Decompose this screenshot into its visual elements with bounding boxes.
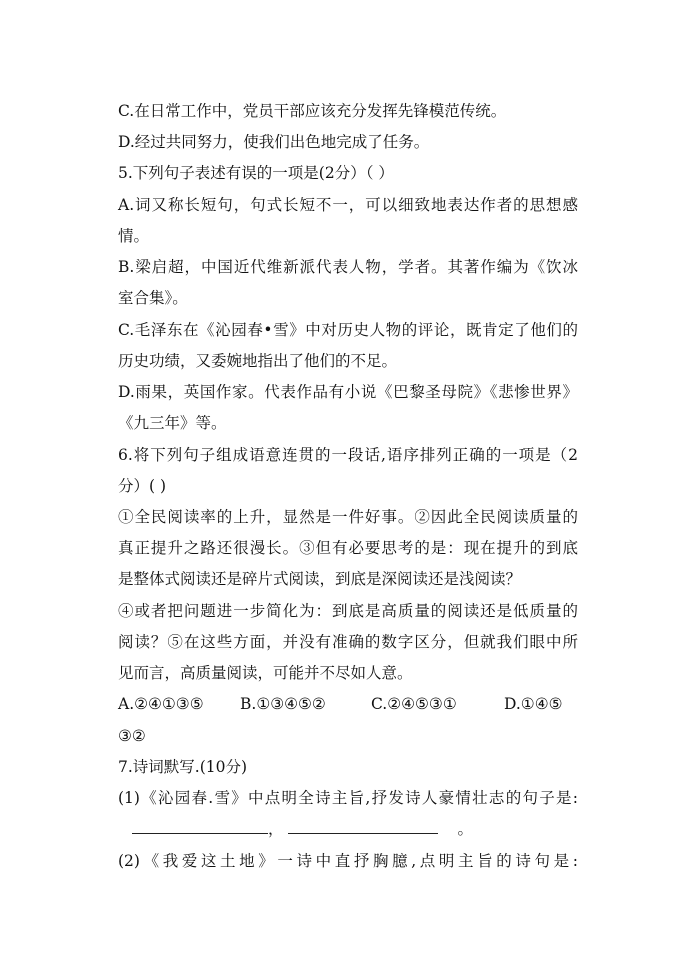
option-5d-line2: 《九三年》等。 [118, 414, 227, 432]
question-7-stem: 7.诗词默写.(10分) [118, 758, 248, 776]
passage-line: ④或者把问题进一步简化为：到底是高质量的阅读还是低质量的 [118, 602, 578, 620]
option-6b: B.①③④⑤② [240, 695, 326, 713]
question-7-2: (2)《我爱这土地》一诗中直抒胸臆,点明主旨的诗句是: [118, 852, 578, 870]
option-6d: D.①④⑤ [504, 695, 563, 713]
answer-blank[interactable] [288, 819, 438, 834]
option-5b-line2: 室合集》。 [118, 289, 188, 307]
option-5a-line2: 情。 [118, 227, 150, 245]
question-5-stem: 5.下列句子表述有误的一项是(2分）（ ） [118, 164, 394, 182]
passage-line: 真正提升之路还很漫长。③但有必要思考的是：现在提升的到底 [118, 539, 578, 557]
text-line: C.在日常工作中，党员干部应该充分发挥先锋模范传统。 [118, 102, 507, 120]
option-5c-line2: 历史功绩，又委婉地指出了他们的不足。 [118, 352, 398, 370]
option-5d-line1: D.雨果，英国作家。代表作品有小说《巴黎圣母院》《悲惨世界》 [118, 383, 578, 401]
passage-line: 是整体式阅读还是碎片式阅读，到底是深阅读还是浅阅读？ [118, 570, 522, 588]
question-6-stem: 6.将下列句子组成语意连贯的一段话,语序排列正确的一项是（2 [118, 446, 578, 464]
option-5b-line1: B.梁启超，中国近代维新派代表人物，学者。其著作编为《饮冰 [118, 258, 578, 276]
option-6d-cont: ③② [118, 727, 146, 745]
text-line: D.经过共同努力，使我们出色地完成了任务。 [118, 133, 430, 151]
answer-blank[interactable] [132, 819, 268, 834]
option-5a-line1: A.词又称长短句，句式长短不一，可以细致地表达作者的思想感 [118, 196, 578, 214]
passage-line: ①全民阅读率的上升，显然是一件好事。②因此全民阅读质量的 [118, 508, 578, 526]
answer-blank-line [132, 819, 492, 839]
option-5c-line1: C.毛泽东在《沁园春•雪》中对历史人物的评论，既肯定了他们的 [118, 321, 578, 339]
option-6a: A.②④①③⑤ [118, 695, 204, 713]
comma-mark: ， [268, 820, 284, 838]
question-6-stem-cont: 分）( ) [118, 477, 167, 495]
passage-line: 阅读？⑤在这些方面，并没有准确的数字区分，但就我们眼中所 [118, 633, 578, 651]
question-7-1: (1)《沁园春.雪》中点明全诗主旨,抒发诗人豪情壮志的句子是: [118, 789, 578, 807]
passage-line: 见而言，高质量阅读，可能并不尽如人意。 [118, 664, 413, 682]
period-mark: 。 [457, 820, 474, 838]
question-6-options [118, 694, 578, 714]
option-6c: C.②④⑤③① [371, 695, 457, 713]
